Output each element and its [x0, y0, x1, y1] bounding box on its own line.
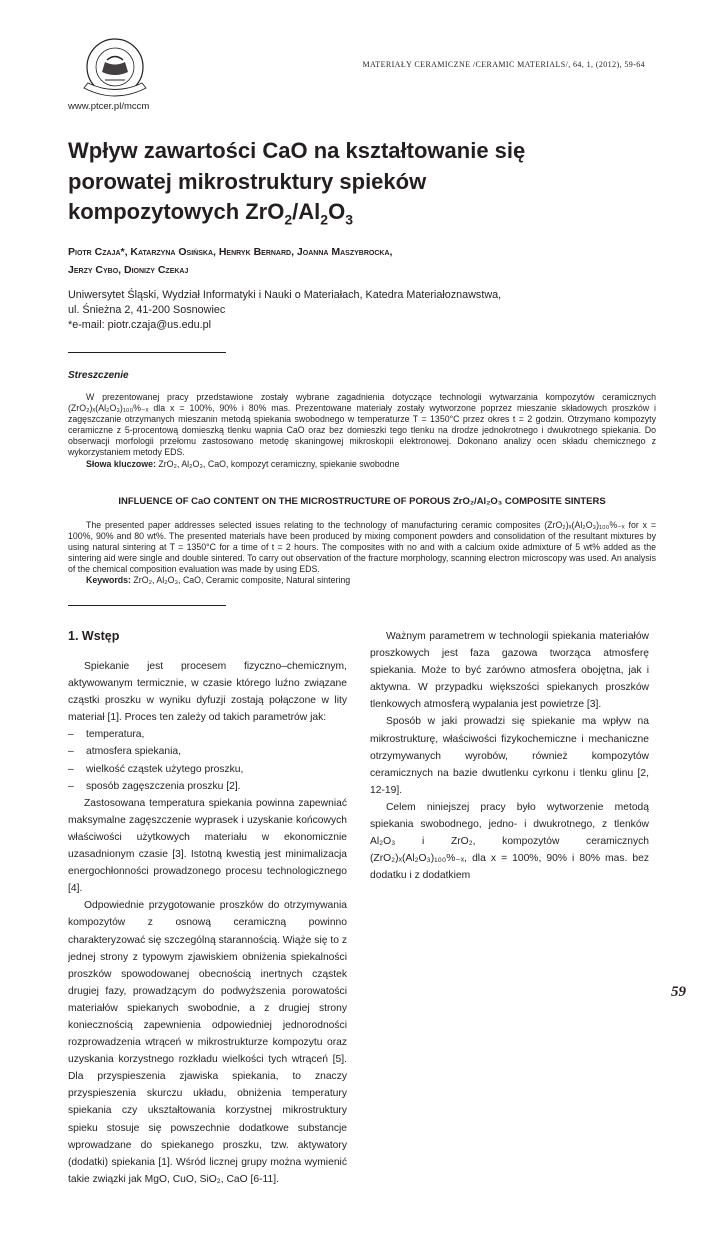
keywords-en: Keywords: ZrO₂, Al₂O₃, CaO, Ceramic composite, Natural sintering: [86, 575, 351, 586]
abstract-en-text: The presented paper addresses selected issues relating to the technology of manufacturing ceramic composites (ZrO₂)ₓ(Al₂O₃)₁₀₀%₋ₓ for x = 100%, 90% and 80 wt%. The presented materials have been produced by mixing component powders and consolidation of the resultant mixtures by using natural sintering at T = 1350°C for a time of t = 2 hours. The composites with no and with a calcium oxide admixture of 5 wt% added as the sintering aid were single and double sintered. To carry out observation of the fracture morphology, scanning electron microscopy was used. An analysis of the chemical composition evaluation was made by using EDS.: [68, 520, 656, 575]
affiliation: [68, 288, 668, 333]
article-title: [68, 136, 668, 235]
title-line-2: porowatej mikrostruktury spieków: [68, 168, 427, 194]
body-paragraph: Celem niniejszej pracy było wytworzenie metodą spiekania swobodnego, jedno- i dwukrotnego, z tlenków Al₂O₃ i ZrO₂, kompozytów ceramicznych (ZrO₂)ₓ(Al₂O₃)₁₀₀%₋ₓ, dla x = 100%, 90% i 80% mas. bez dodatku i z dodatkiem: [370, 801, 649, 882]
keywords-pl: Słowa kluczowe: ZrO₂, Al₂O₃, CaO, kompozyt ceramiczny, spiekanie swobodne: [86, 458, 400, 469]
body-paragraph: Ważnym parametrem w technologii spiekania materiałów proszkowych jest faza gazowa tworząca atmosferę spiekania. Może to być zarówno atmosfera obojętna, jak i aktywna. W przypadku większości spiekanych proszków tlenkowych atmosferą wypalania jest powietrze [3].: [370, 631, 649, 711]
parameter-list: [68, 726, 347, 794]
title-line-1: Wpływ zawartości CaO na kształtowanie się: [68, 138, 526, 163]
affiliation-line-2: ul. Śnieżna 2, 41-200 Sosnowiec: [68, 304, 226, 316]
affiliation-line-1: Uniwersytet Śląski, Wydział Informatyki i Nauki o Materiałach, Katedra Materiałoznawstwa,: [68, 289, 502, 301]
abstract-pl-text: W prezentowanej pracy przedstawione zostały wybrane zagadnienia dotyczące technologii wytwarzania kompozytów ceramicznych (ZrO₂)ₓ(Al₂O₃)₁₀₀%₋ₓ dla x = 100%, 90% i 80% mas. Prezentowane materiały zostały wytworzone poprzez mieszanie składowych proszków i zagęszczanie otrzymanych mieszanin metodą spiekania swobodnego w temperaturze T = 1350°C przez okres t = 2 godzin. Otrzymano kompozyty ceramiczne z 5-procentową domieszką tlenku wapnia CaO oraz bez domieszki tego tlenku na drodze jednokrotnego i dwukrotnego spiekania. Do obserwacji morfologii przełomu zastosowano metodę skaningowej mikroskopii elektronowej. Dokonano analizy ocen składu chemicznego z wykorzystaniem metody EDS.: [68, 392, 656, 458]
authors-line-1: Piotr Czaja*, Katarzyna Osińska, Henryk Bernard, Joanna Maszybrocka,: [68, 246, 393, 258]
body-column-left: [68, 628, 347, 1255]
page-number: 59: [671, 984, 686, 1000]
abstract-en: [68, 520, 656, 587]
body-paragraph: Sposób w jaki prowadzi się spiekanie ma wpływ na mikrostrukturę, właściwości fizykochemiczne i mechaniczne otrzymywanych wyrobów, również kompozytów ceramicznych na bazie dwutlenku cyrkonu i tlenku glinu [2, 12-19].: [370, 716, 649, 796]
author-list: [68, 243, 668, 279]
authors-line-2: Jerzy Cybo, Dionizy Czekaj: [68, 264, 189, 276]
list-item: – sposób zagęszczenia proszku [2].: [68, 780, 241, 792]
list-item: – wielkość cząstek użytego proszku,: [68, 763, 244, 775]
body-column-right: [370, 628, 649, 884]
body-paragraph: Odpowiednie przygotowanie proszków do otrzymywania kompozytów z osnową ceramiczną powinno charakteryzować się szczególną starannością. Wiąże się to z jednej strony z typowym zjawiskiem obniżenia spiekalności proszków spowodowanej obecnością inertnych cząstek drugiej fazy, prowadzącym do podwyższenia porowatości materiałów spiekanych swobodnie, a z drugiej strony koniecznością zapewnienia odpowiedniej jednorodności rozprowadzenia wtrąceń w mikrostrukturze kompozytu oraz uzyskania korzystnego rozkładu wielkości tych wtrąceń [5]. Dla przyspieszenia zjawiska spiekania, to znaczy przyspieszenia skurczu układu, obniżenia temperatury spiekania czy ukształtowania korzystnej mikrostruktury spieku stosuje się powszechnie dodatkowe substancje wprowadzane do spiekanego proszku, tzw. aktywatory (dodatki) spiekania [1]. Wśród licznej grupy można wymienić takie związki jak MgO, CuO, SiO₂, CaO [6-11].: [68, 900, 347, 1185]
site-url[interactable]: www.ptcer.pl/mccm: [68, 101, 150, 112]
body-paragraph: Zastosowana temperatura spiekania powinna zapewniać maksymalne zagęszczenie wyprasek i uzyskanie końcowych właściwości użytkowych materiału w ekonomicznie uzasadnionym czasie [3]. Istotną kwestią jest minimalizacja energochłonności prowadzonego procesu technologicznego [4].: [68, 797, 347, 895]
divider-rule: [68, 352, 226, 353]
body-paragraph: Spiekanie jest procesem fizyczno–chemicznym, aktywowanym termicznie, w czasie którego luźno związane cząstki proszku w wyniku dyfuzji zostają połączone w lity materiał [1]. Proces ten zależy od takich parametrów jak:: [68, 661, 347, 724]
abstract-pl: [68, 392, 656, 470]
ptcer-logo: [78, 36, 152, 102]
english-title: INFLUENCE OF CaO CONTENT ON THE MICROSTRUCTURE OF POROUS ZrO₂/Al₂O₃ COMPOSITE SINTERS: [118, 496, 606, 507]
abstract-heading: Streszczenie: [68, 370, 129, 381]
list-item: – atmosfera spiekania,: [68, 746, 182, 758]
contact-email[interactable]: *e-mail: piotr.czaja@us.edu.pl: [68, 319, 211, 331]
divider-rule: [68, 605, 226, 606]
list-item: – temperatura,: [68, 729, 145, 741]
journal-reference: MATERIAŁY CERAMICZNE /CERAMIC MATERIALS/, 64, 1, (2012), 59-64: [362, 60, 645, 69]
title-line-3: kompozytowych $ZrO_2/Al_2O_3$: [68, 199, 353, 228]
section-heading: 1. Wstęp: [68, 629, 120, 643]
